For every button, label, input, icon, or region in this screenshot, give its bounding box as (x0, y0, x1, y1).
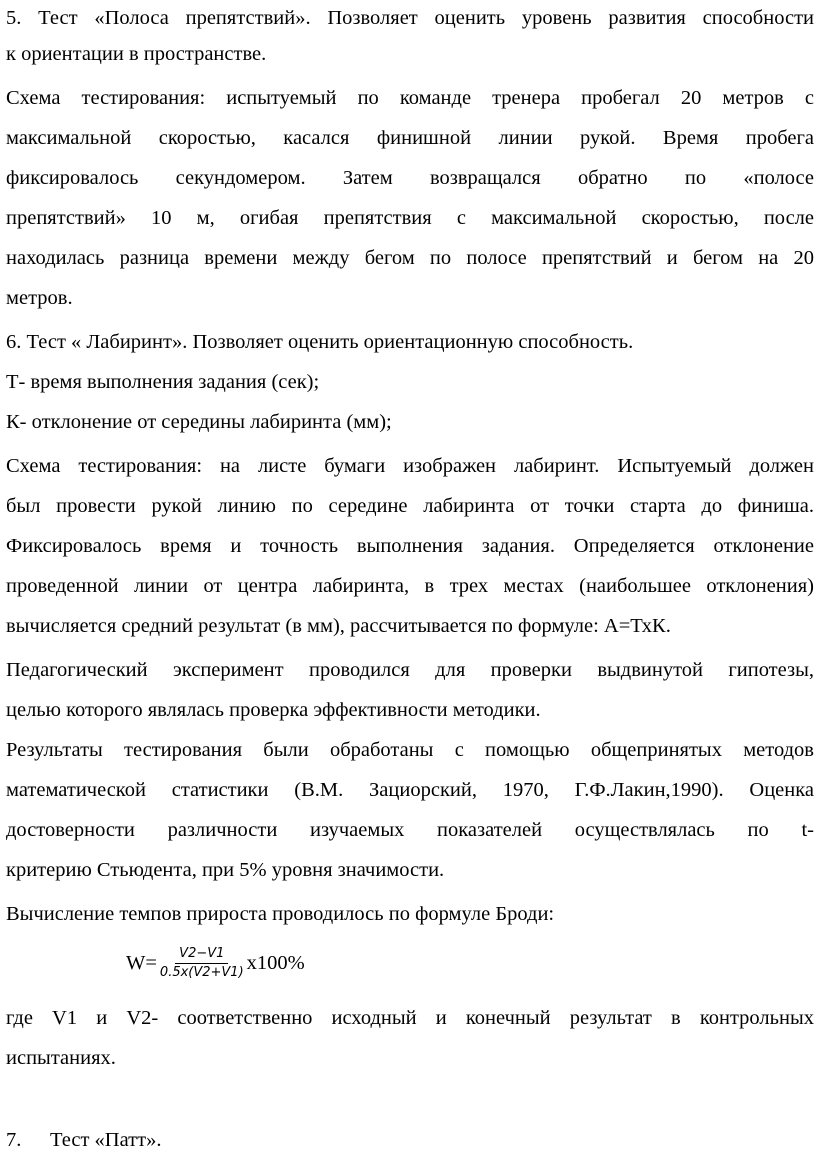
text-line: максимальной скоростью, касался финишной линии рукой. Время пробега (6, 127, 814, 149)
formula-fraction (158, 946, 246, 981)
formula-suffix: x100% (246, 951, 305, 974)
text-line: испытаниях. (6, 1047, 116, 1069)
formula-denominator: 0.5x(V2+V1) (159, 964, 244, 980)
text-line: Результаты тестирования были обработаны с помощью общепринятых методов (6, 739, 814, 761)
text-line: Т- время выполнения задания (сек); (6, 371, 320, 393)
list-item-title: Тест «Патт». (50, 1129, 162, 1151)
text-line: 5. Тест «Полоса препятствий». Позволяет оценить уровень развития способности (6, 7, 814, 29)
text-line: вычисляется средний результат (в мм), рассчитывается по формуле: А=ТхК. (6, 615, 671, 637)
formula-numerator: V2−V1 (175, 946, 228, 964)
text-line: где V1 и V2- соответственно исходный и конечный результат в контрольных (6, 1007, 814, 1029)
text-line: достоверности различности изучаемых показателей осуществлялась по t- (6, 819, 814, 841)
text-line: препятствий» 10 м, огибая препятствия с максимальной скоростью, после (6, 207, 814, 229)
text-line: Схема тестирования: испытуемый по команде тренера пробегал 20 метров с (6, 87, 814, 109)
list-number: 7. (6, 1129, 22, 1151)
text-line: Схема тестирования: на листе бумаги изображен лабиринт. Испытуемый должен (6, 455, 814, 477)
brody-formula (126, 938, 305, 988)
formula-prefix: W= (126, 951, 157, 974)
text-line: математической статистики (В.М. Зациорский, 1970, Г.Ф.Лакин,1990). Оценка (6, 779, 814, 801)
text-line: фиксировалось секундомером. Затем возвращался обратно по «полосе (6, 167, 814, 189)
text-line: находилась разница времени между бегом по полосе препятствий и бегом на 20 (6, 247, 814, 269)
text-line: К- отклонение от середины лабиринта (мм); (6, 411, 392, 433)
text-line: Фиксировалось время и точность выполнения задания. Определяется отклонение (6, 535, 814, 557)
text-line: Вычисление темпов прироста проводилось по формуле Броди: (6, 903, 555, 925)
text-line: Педагогический эксперимент проводился для проверки выдвинутой гипотезы, (6, 659, 814, 681)
text-line: целью которого являлась проверка эффективности методики. (6, 699, 541, 721)
text-line: критерию Стьюдента, при 5% уровня значимости. (6, 859, 445, 881)
text-line: 6. Тест « Лабиринт». Позволяет оценить ориентационную способность. (6, 331, 634, 353)
text-line: метров. (6, 287, 73, 309)
text-line: проведенной линии от центра лабиринта, в трех местах (наибольшее отклонения) (6, 575, 814, 597)
text-line: был провести рукой линию по середине лабиринта от точки старта до финиша. (6, 495, 814, 517)
text-line: к ориентации в пространстве. (6, 43, 267, 65)
